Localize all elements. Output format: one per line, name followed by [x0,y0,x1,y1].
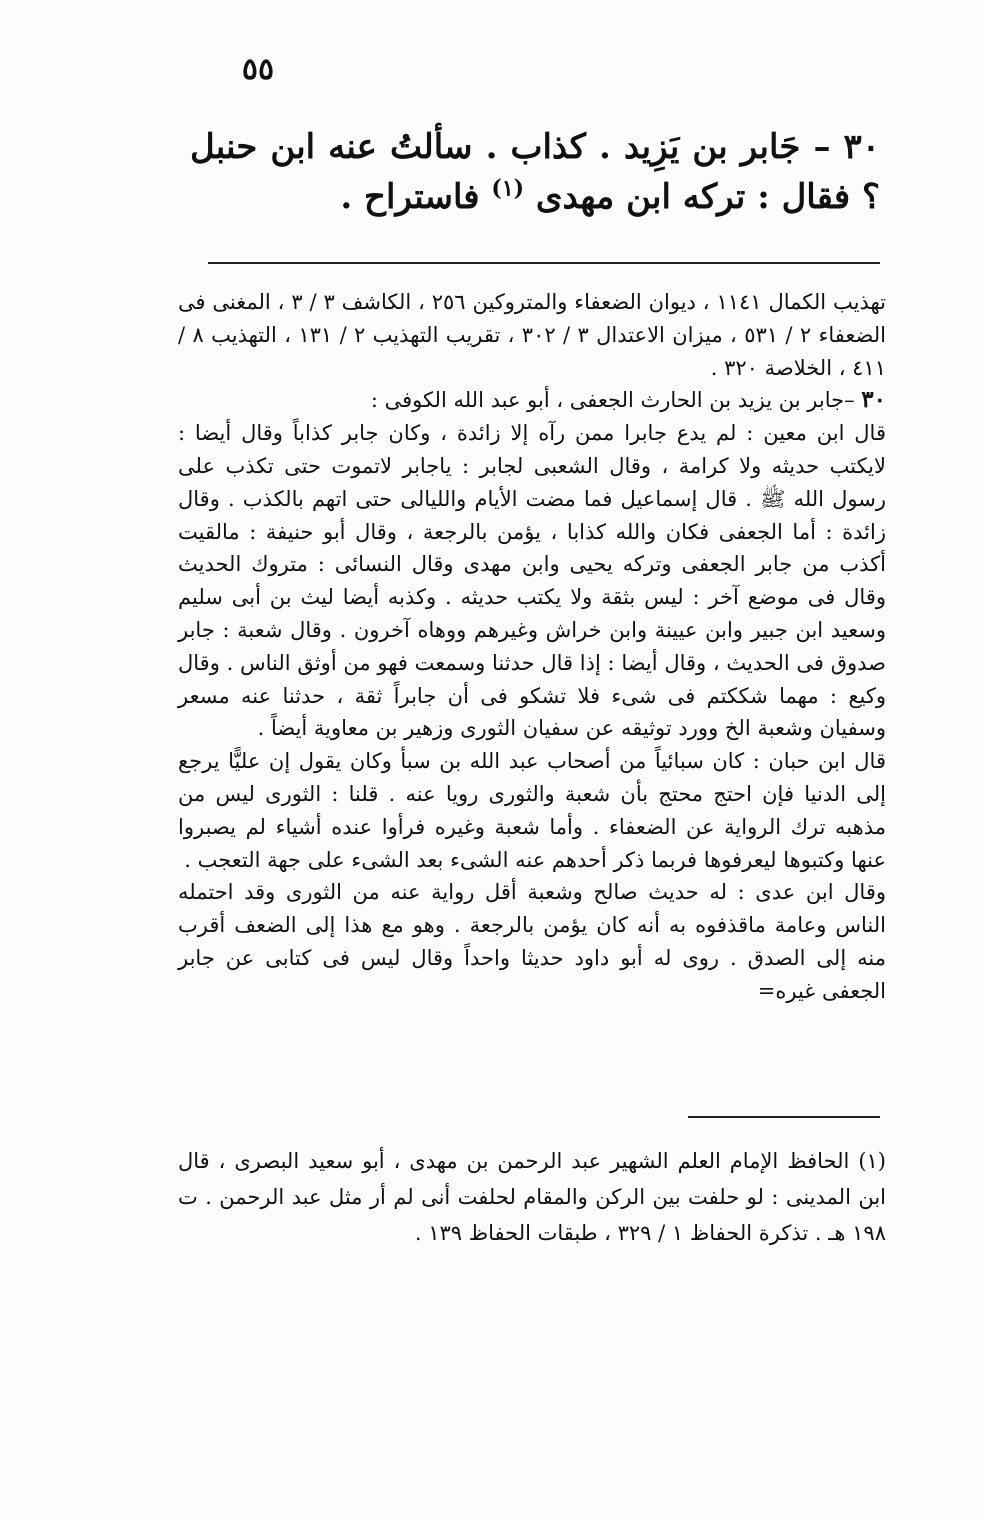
main-entry-text-end: فاستراح . [340,177,480,217]
commentary-paragraph-2: قال ابن حبان : كان سبائياً من أصحاب عبد الله بن سبأ وكان يقول إن عليًّا يرجع إلى الدنيا فإن احتج محتج بأن شعبة والثورى رويا عنه . قلنا : الثورى ليس من مذهبه ترك الرواية عن الضعفاء . وأما شعبة وغيره فرأوا عنده أشياء لم يصبروا عنها وكتبوها ليعرفوها فربما ذكر أحدهم عنه الشىء بعد الشىء على جهة التعجب . [178,749,886,872]
sources-paragraph: تهذيب الكمال ١١٤١ ، ديوان الضعفاء والمتروكين ٢٥٦ ، الكاشف ٣ / ٣ ، المغنى فى الضعفاء ٢ / ٥٣١ ، ميزان الاعتدال ٣ / ٣٠٢ ، تقريب التهذيب ٢ / ١٣١ ، التهذيب ٨ / ٤١١ ، الخلاصة ٣٢٠ . [178,290,886,380]
main-entry [190,122,880,222]
main-entry-text: جَابر بن يَزِيد . كذاب . سألتُ عنه ابن حنبل ؟ فقال : تركه ابن مهدى [190,127,880,217]
entry-heading-number: ٣٠ [861,386,886,414]
page-number: ٥٥ [241,52,275,87]
footnote-text: الحافظ الإمام العلم الشهير عبد الرحمن بن مهدى ، أبو سعيد البصرى ، قال ابن المدينى : لو حلفت بين الركن والمقام لحلفت أنى لم أر مثل عبد الرحمن . ت ١٩٨ هـ . تذكرة الحفاظ ١ / ٣٢٩ ، طبقات الحفاظ ١٣٩ . [178,1149,886,1245]
footnote [178,1143,886,1251]
footnote-separator-rule [688,1116,880,1118]
commentary-paragraph-1: قال ابن معين : لم يدع جابرا ممن رآه إلا زائدة ، وكان جابر كذاباً وقال أيضا : لايكتب حديثه ولا كرامة ، وقال الشعبى لجابر : ياجابر لاتموت حتى تكذب على رسول الله ﷺ . قال إسماعيل فما مضت الأيام والليالى حتى اتهم بالكذب . وقال زائدة : أما الجعفى فكان والله كذابا ، يؤمن بالرجعة ، وقال أبو حنيفة : مالقيت أكذب من جابر الجعفى وتركه يحيى وابن مهدى وقال النسائى : متروك الحديث وقال فى موضع آخر : ليس بثقة ولا يكتب حديثه . وكذبه أيضا ليث بن أبى سليم وسعيد ابن جبير وابن عيينة وابن خراش وغيرهم ووهاه آخرون . وقال شعبة : جابر صدوق فى الحديث ، وقال أيضا : إذا قال حدثنا وسمعت فهو من أوثق الناس . وقال وكيع : مهما شككتم فى شىء فلا تشكو فى أن جابراً ثقة ، حدثنا عنه مسعر وسفيان وشعبة الخ وورد توثيقه عن سفيان الثورى وزهير بن معاوية أيضاً . [178,421,886,741]
entry-heading [178,384,886,417]
commentary-paragraph-3: وقال ابن عدى : له حديث صالح وشعبة أقل رواية عنه من الثورى وقد احتمله الناس وعامة ماقذفوه به أنه كان يؤمن بالرجعة . وهو مع هذا إلى الضعف أقرب منه إلى الصدق . روى له أبو داود حديثا واحداً وقال ليس فى كتابى عن جابر الجعفى غيره= [178,880,886,1003]
footnote-number: (١) [858,1149,886,1173]
footnote-reference[interactable]: (١) [491,175,525,202]
separator-rule [208,262,880,264]
commentary-notes [178,286,886,1008]
entry-heading-text: –جابر بن يزيد بن الحارث الجعفى ، أبو عبد الله الكوفى : [370,388,855,413]
main-entry-number: ٣٠ – [813,127,881,167]
